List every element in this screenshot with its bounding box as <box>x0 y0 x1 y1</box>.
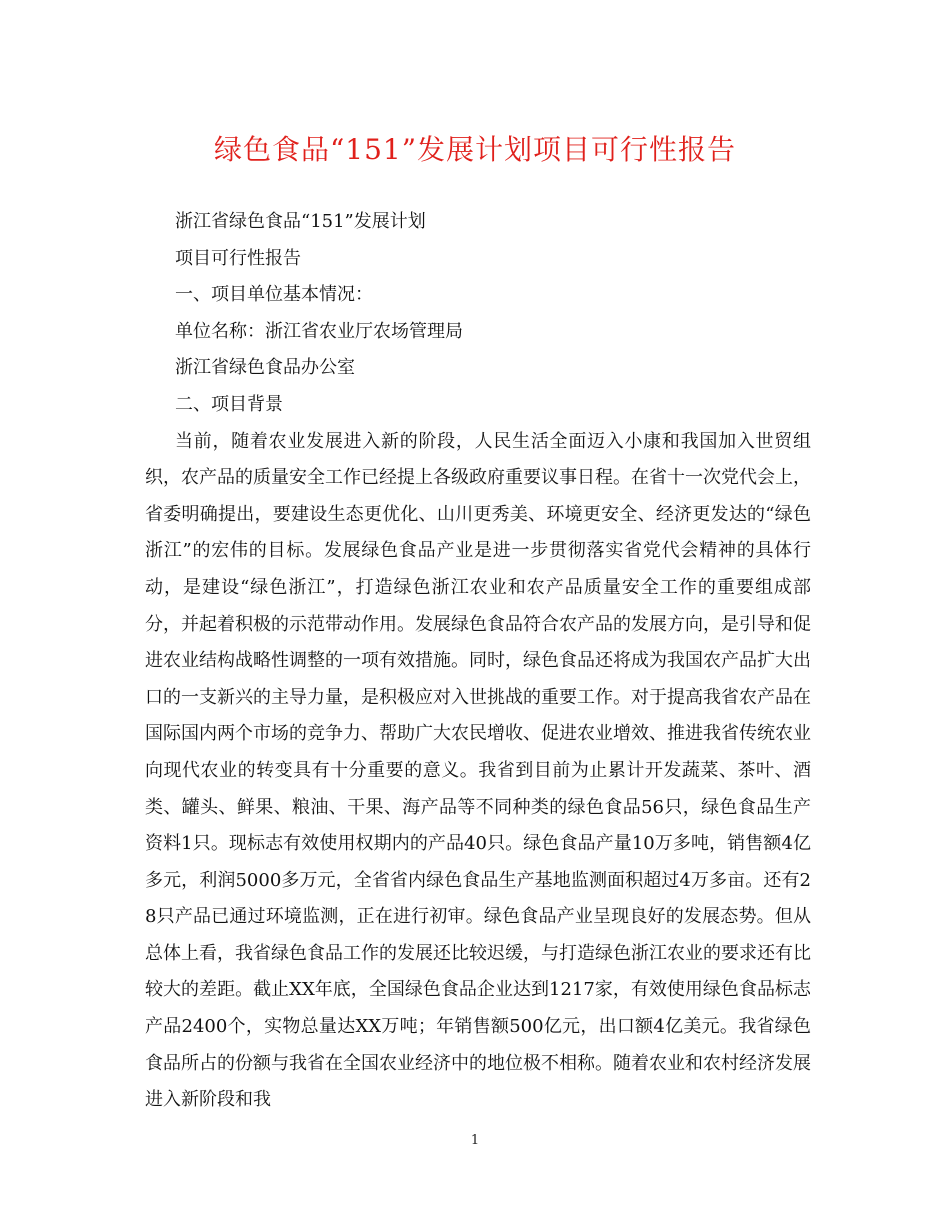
background-paragraph: 当前，随着农业发展进入新的阶段，人民生活全面迈入小康和我国加入世贸组织，农产品的质量安全工作已经提上各级政府重要议事日程。在省十一次党代会上，省委明确提出，要建设生态更优化、山川更秀美、环境更安全、经济更发达的“绿色浙江”的宏伟的目标。发展绿色食品产业是进一步贯彻落实省党代会精神的具体行动，是建设“绿色浙江”，打造绿色浙江农业和农产品质量安全工作的重要组成部分，并起着积极的示范带动作用。发展绿色食品符合农产品的发展方向，是引导和促进农业结构战略性调整的一项有效措施。同时，绿色食品还将成为我国农产品扩大出口的一支新兴的主导力量，是积极应对入世挑战的重要工作。对于提高我省农产品在国际国内两个市场的竞争力、帮助广大农民增收、促进农业增效、推进我省传统农业向现代农业的转变具有十分重要的意义。我省到目前为止累计开发蔬菜、茶叶、酒类、罐头、鲜果、粮油、干果、海产品等不同种类的绿色食品56只，绿色食品生产资料1只。现标志有效使用权期内的产品40只。绿色食品产量10万多吨，销售额4亿多元，利润5000多万元，全省省内绿色食品生产基地监测面积超过4万多亩。还有28只产品已通过环境监测，正在进行初审。绿色食品产业呈现良好的发展态势。但从总体上看，我省绿色食品工作的发展还比较迟缓，与打造绿色浙江农业的要求还有比较大的差距。截止XX年底，全国绿色食品企业达到1217家，有效使用绿色食品标志产品2400个，实物总量达XX万吨；年销售额500亿元，出口额4亿美元。我省绿色食品所占的份额与我省在全国农业经济中的地位极不相称。随着农业和农村经济发展进入新阶段和我 <box>145 430 811 1111</box>
document-title: 绿色食品“151”发展计划项目可行性报告 <box>213 133 737 166</box>
office-name-line: 浙江省绿色食品办公室 <box>175 357 355 379</box>
unit-name-line: 单位名称：浙江省农业厅农场管理局 <box>175 320 463 342</box>
document-body <box>145 204 811 1119</box>
subtitle-line: 浙江省绿色食品“151”发展计划 <box>175 211 426 232</box>
page-number: 1 <box>470 1133 480 1148</box>
report-name-line: 项目可行性报告 <box>175 247 301 269</box>
section-heading-1: 一、项目单位基本情况： <box>175 284 373 306</box>
section-heading-2: 二、项目背景 <box>175 393 283 415</box>
